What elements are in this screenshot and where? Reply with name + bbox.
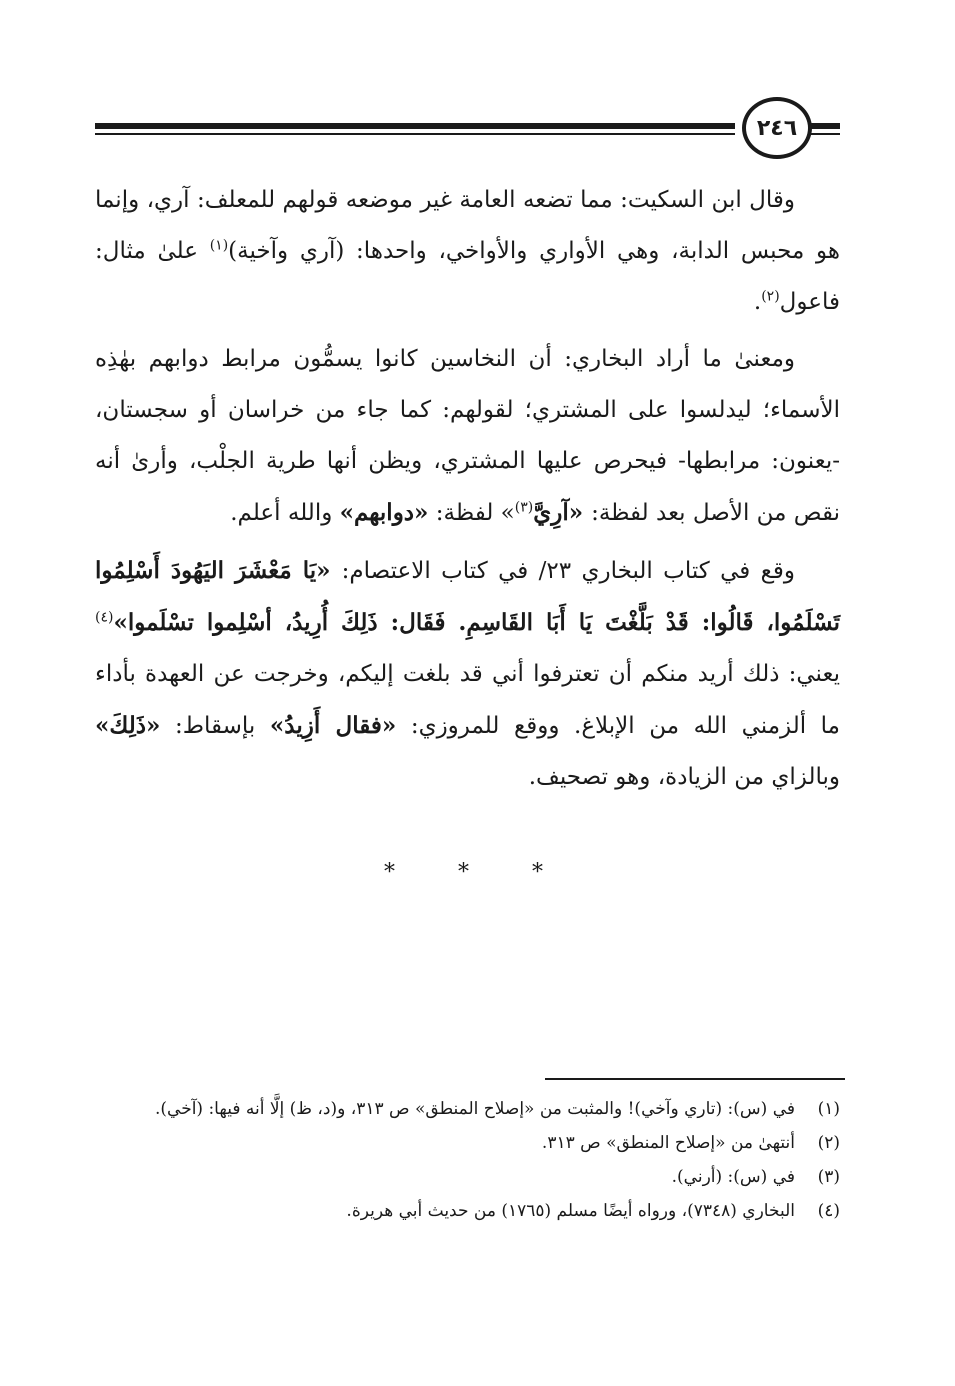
paragraph-3-text: وقع في كتاب البخاري ٢٣/ في كتاب الاعتصام:: [341, 558, 795, 584]
footnote-2: [95, 1126, 840, 1160]
footnote-number: (٢): [817, 1133, 840, 1153]
paragraph-3-rest2: بإسقاط:: [160, 713, 270, 739]
paragraph-3: [95, 545, 840, 803]
paragraph-2-text: ومعنىٰ ما أراد البخاري: أن النخاسين كانوا يسمُّون مرابط دوابهم بهٰذِه الأسماء؛ ليدلسوا على المشتري؛ لقولهم: كما جاء من خراسان أو سجستان، -يعنون: مرابطها- فيحرص عليها المشتري، ويظن أنها طرية الجلْب، وأرىٰ أنه نقص من الأصل بعد لفظة:: [95, 346, 840, 526]
paragraph-3-rest: يعني: ذلك أريد منكم أن تعترفوا أني قد بلغت إليكم، وخرجت عن العهدة بأداء ما ألزمني الله من الإبلاغ. ووقع للمروزي:: [95, 661, 841, 739]
hadith-quote: «يَا مَعْشَرَ اليَهُودَ أَسْلِمُوا تَسْلَمُوا، قَالُوا: قَدْ بَلَّغْتَ يَا أَبَا القَاسِمِ. فَقَال: ذَلِكَ أُرِيدُ، أسْلِموا تسْلَموا»: [95, 557, 840, 636]
footnote-separator: [545, 1078, 845, 1080]
paragraph-1-text: وقال ابن السكيت: مما تضعه العامة غير موضعه قولهم للمعلف: آري، وإنما هو محبس الدابة، وهي الأواري والأواخي، واحدها: (آري وآخية): [95, 187, 841, 264]
paragraph-2-end: والله أعلم.: [230, 500, 340, 526]
section-divider-stars: * * *: [384, 860, 571, 885]
header-rule-thick: [95, 123, 735, 129]
header-rule-thin: [95, 133, 735, 135]
footnote-ref-4: (٤): [95, 609, 114, 626]
footnote-number: (٤): [817, 1201, 840, 1221]
page-number: ٢٤٦: [742, 97, 812, 159]
footnote-1: [95, 1092, 840, 1126]
footnote-text: البخاري (٧٣٤٨)، ورواه أيضًا مسلم (١٧٦٥) من حديث أبي هريرة.: [346, 1201, 795, 1221]
quote-dhalika: «ذَلِكَ»: [95, 712, 161, 739]
paragraph-2: [95, 334, 840, 539]
footnote-text: في (س): (أرني).: [671, 1167, 795, 1187]
paragraph-2-mid: » لفظة:: [428, 500, 515, 526]
footnote-number: (٣): [817, 1167, 840, 1187]
page-header: [95, 95, 840, 165]
footnote-ref-3: (٣): [514, 499, 534, 516]
footnote-ref-2: (٢): [761, 288, 780, 305]
footnotes: [95, 1092, 840, 1228]
paragraph-1-tail: علىٰ مثال: فاعول: [95, 238, 840, 315]
footnote-number: (١): [817, 1099, 840, 1119]
footnote-text: أنتهىٰ من «إصلاح المنطق» ص ٣١٣.: [541, 1133, 795, 1153]
quote-dawabbihim: «دوابهم»: [339, 499, 429, 526]
main-text: [95, 175, 840, 803]
paragraph-1-end: .: [753, 289, 762, 315]
footnote-text: في (س): (تاري وآخي)! والمثبت من «إصلاح المنطق» ص ٣١٣، و(د، ظ) إلَّا أنه فيها: (آخي).: [154, 1099, 795, 1119]
quote-faqal-azid: «فقال أَزِيدُ»: [269, 712, 397, 739]
footnote-4: [95, 1194, 840, 1228]
paragraph-1: [95, 175, 840, 328]
header-rule-right-thin: [810, 133, 840, 135]
quote-aari: «آرِيَّ: [533, 499, 592, 526]
footnote-3: [95, 1160, 840, 1194]
footnote-ref-1: (١): [209, 237, 229, 254]
header-rule-right-thick: [810, 123, 840, 129]
paragraph-3-rest3: وبالزاي من الزيادة، وهو تصحيف.: [528, 764, 840, 790]
